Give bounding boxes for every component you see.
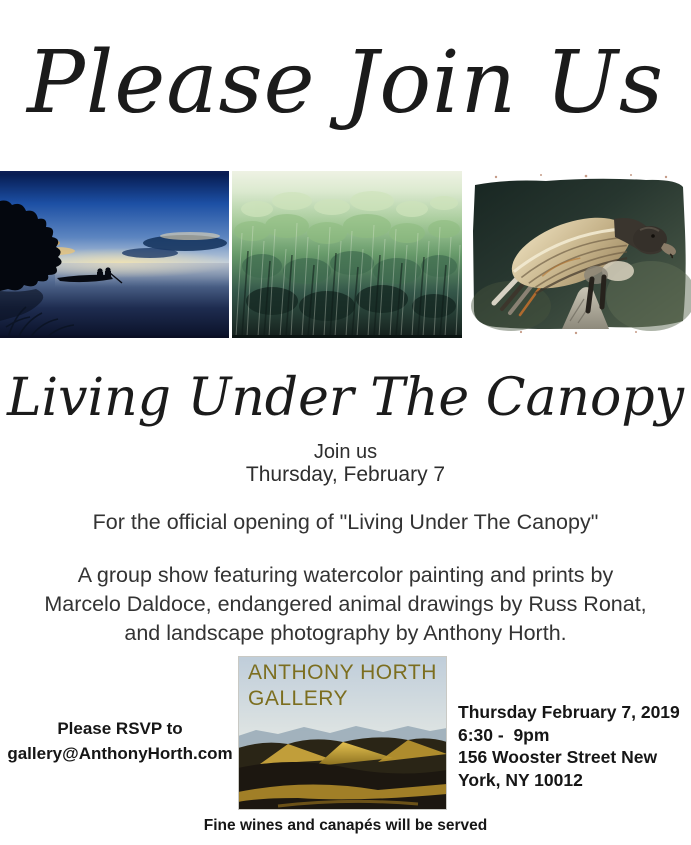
artwork-vulture-drawing: [466, 171, 691, 338]
refreshments-note: Fine wines and canapés will be served: [203, 817, 488, 834]
gallery-logo: [238, 656, 447, 810]
script-event-title: Living Under The Canopy: [7, 368, 684, 428]
description-line: Marcelo Daldoce, endangered animal drawings by Russ Ronat,: [44, 592, 647, 616]
description-line: A group show featuring watercolor painting and prints by: [77, 563, 614, 587]
event-details-block: [458, 701, 690, 791]
show-description: [0, 561, 691, 648]
event-detail-address: 156 Wooster Street New: [458, 747, 658, 767]
watercolor-forest-image: [232, 171, 462, 338]
gallery-name: [248, 660, 437, 712]
event-detail-date: Thursday February 7, 2019: [458, 702, 680, 722]
event-date-line: Thursday, February 7: [245, 463, 446, 486]
gallery-name-line: GALLERY: [248, 687, 348, 710]
vulture-image: [466, 171, 691, 338]
artwork-lake-photo: [0, 171, 229, 338]
rsvp-label: Please RSVP to: [57, 719, 183, 738]
join-us-line: Join us: [313, 441, 378, 463]
event-detail-address: York, NY 10012: [458, 769, 583, 790]
event-detail-time: 6:30 - 9pm: [458, 724, 550, 745]
lake-dusk-image: [0, 171, 229, 338]
artwork-strip: [0, 171, 691, 338]
description-line: and landscape photography by Anthony Horth.: [124, 621, 567, 645]
rsvp-email: gallery@AnthonyHorth.com: [7, 744, 233, 763]
gallery-name-line: ANTHONY HORTH: [248, 661, 437, 684]
opening-announcement: For the official opening of "Living Under The Canopy": [92, 510, 599, 534]
artwork-forest-watercolor: [232, 171, 462, 338]
rsvp-block: [0, 716, 240, 766]
script-header-title: Please Join Us: [27, 33, 664, 133]
